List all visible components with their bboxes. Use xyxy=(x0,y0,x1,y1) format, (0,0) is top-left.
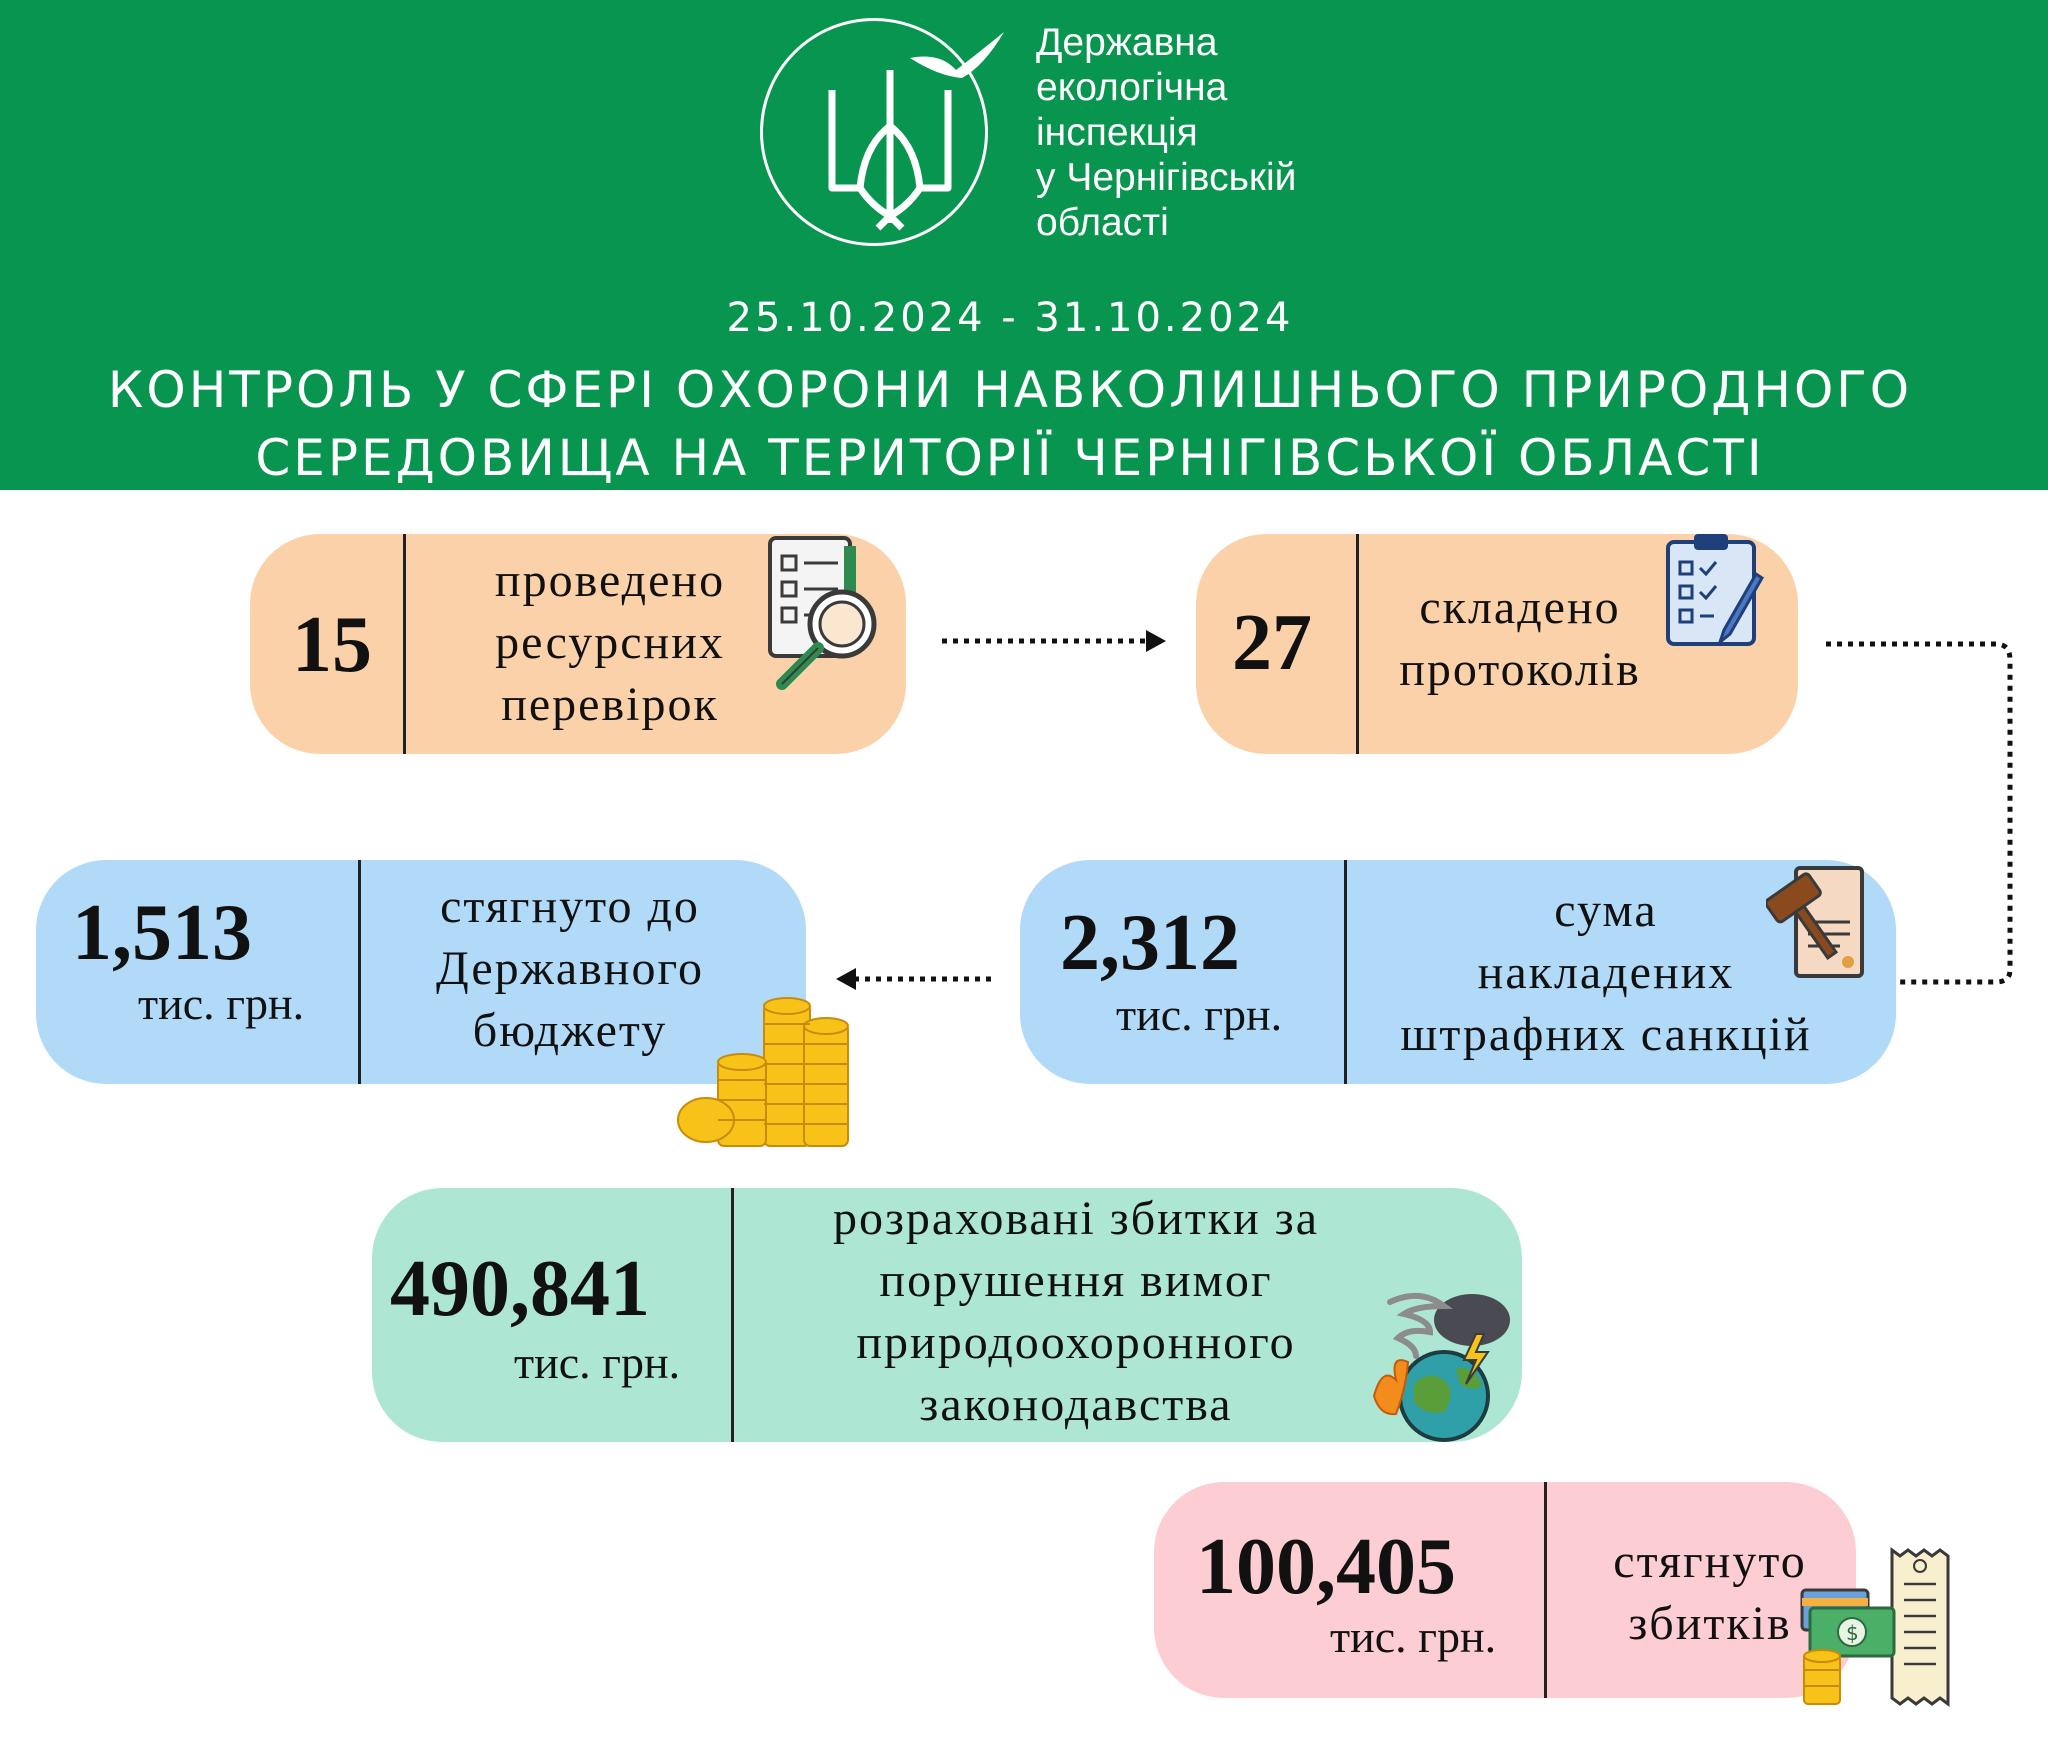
title-line: КОНТРОЛЬ У СФЕРІ ОХОРОНИ НАВКОЛИШНЬОГО ПРИРОДНОГО xyxy=(107,361,1913,419)
disaster-globe-icon xyxy=(1360,1284,1520,1444)
org-line: екологічна xyxy=(1036,66,1228,109)
label-line: бюджету xyxy=(472,1004,668,1057)
money-receipt-icon xyxy=(1796,1544,1956,1710)
damages-calculated-label xyxy=(756,1188,1396,1436)
damages-collected-unit: тис. грн. xyxy=(1330,1611,1497,1662)
label-line: збитків xyxy=(1628,1597,1792,1650)
org-line: інспекція xyxy=(1036,111,1198,154)
card-divider xyxy=(1356,534,1359,754)
org-line: Державна xyxy=(1036,21,1218,64)
label-line: законодавства xyxy=(919,1378,1233,1431)
label-line: ресурсних xyxy=(495,616,725,669)
label-line: стягнуто до xyxy=(440,880,700,933)
label-line: природоохоронного xyxy=(856,1316,1296,1369)
label-line: складено xyxy=(1419,581,1621,634)
collected-budget-unit: тис. грн. xyxy=(138,978,305,1029)
damages-calculated-unit: тис. грн. xyxy=(514,1337,681,1388)
label-line: протоколів xyxy=(1399,643,1641,696)
checklist-magnifier-icon xyxy=(760,532,886,702)
trident-logo-icon xyxy=(760,18,1020,258)
clipboard-check-icon xyxy=(1664,530,1774,650)
date-range: 25.10.2024 - 31.10.2024 xyxy=(726,295,1294,341)
sanctions-value: 2,312 xyxy=(1060,899,1240,987)
label-line: Державного xyxy=(436,942,704,995)
org-line: області xyxy=(1036,201,1169,244)
title-line: СЕРЕДОВИЩА НА ТЕРИТОРІЇ ЧЕРНІГІВСЬКОЇ ОБЛАСТІ xyxy=(255,429,1765,487)
card-divider xyxy=(358,860,361,1084)
card-divider xyxy=(403,534,406,754)
svg-text:$: $ xyxy=(1846,1621,1859,1645)
collected-budget-value: 1,513 xyxy=(72,889,252,977)
label-line: розраховані збитки за xyxy=(832,1192,1320,1245)
dotted-arrow-left xyxy=(830,964,1000,994)
card-divider xyxy=(731,1188,734,1442)
sanctions-unit: тис. грн. xyxy=(1116,989,1283,1040)
label-line: накладених xyxy=(1477,946,1735,999)
card-divider xyxy=(1544,1482,1547,1698)
inspections-value: 15 xyxy=(292,601,372,689)
protocols-label xyxy=(1370,577,1670,701)
label-line: перевірок xyxy=(501,678,719,731)
inspections-label xyxy=(430,550,790,736)
gavel-document-icon xyxy=(1766,862,1870,982)
coin-stacks-icon xyxy=(672,994,852,1154)
damages-collected-value: 100,405 xyxy=(1196,1523,1456,1611)
organization-name xyxy=(1036,20,1296,245)
page-title xyxy=(0,356,2020,492)
label-line: порушення вимог xyxy=(879,1254,1273,1307)
protocols-value: 27 xyxy=(1232,599,1312,687)
damages-calculated-value: 490,841 xyxy=(390,1245,650,1333)
dotted-arrow-right xyxy=(940,626,1170,656)
card-divider xyxy=(1344,860,1347,1084)
label-line: проведено xyxy=(494,554,726,607)
label-line: штрафних санкцій xyxy=(1400,1008,1812,1061)
label-line: стягнуто xyxy=(1613,1535,1807,1588)
org-line: у Чернігівській xyxy=(1036,156,1297,199)
label-line: сума xyxy=(1554,884,1658,937)
